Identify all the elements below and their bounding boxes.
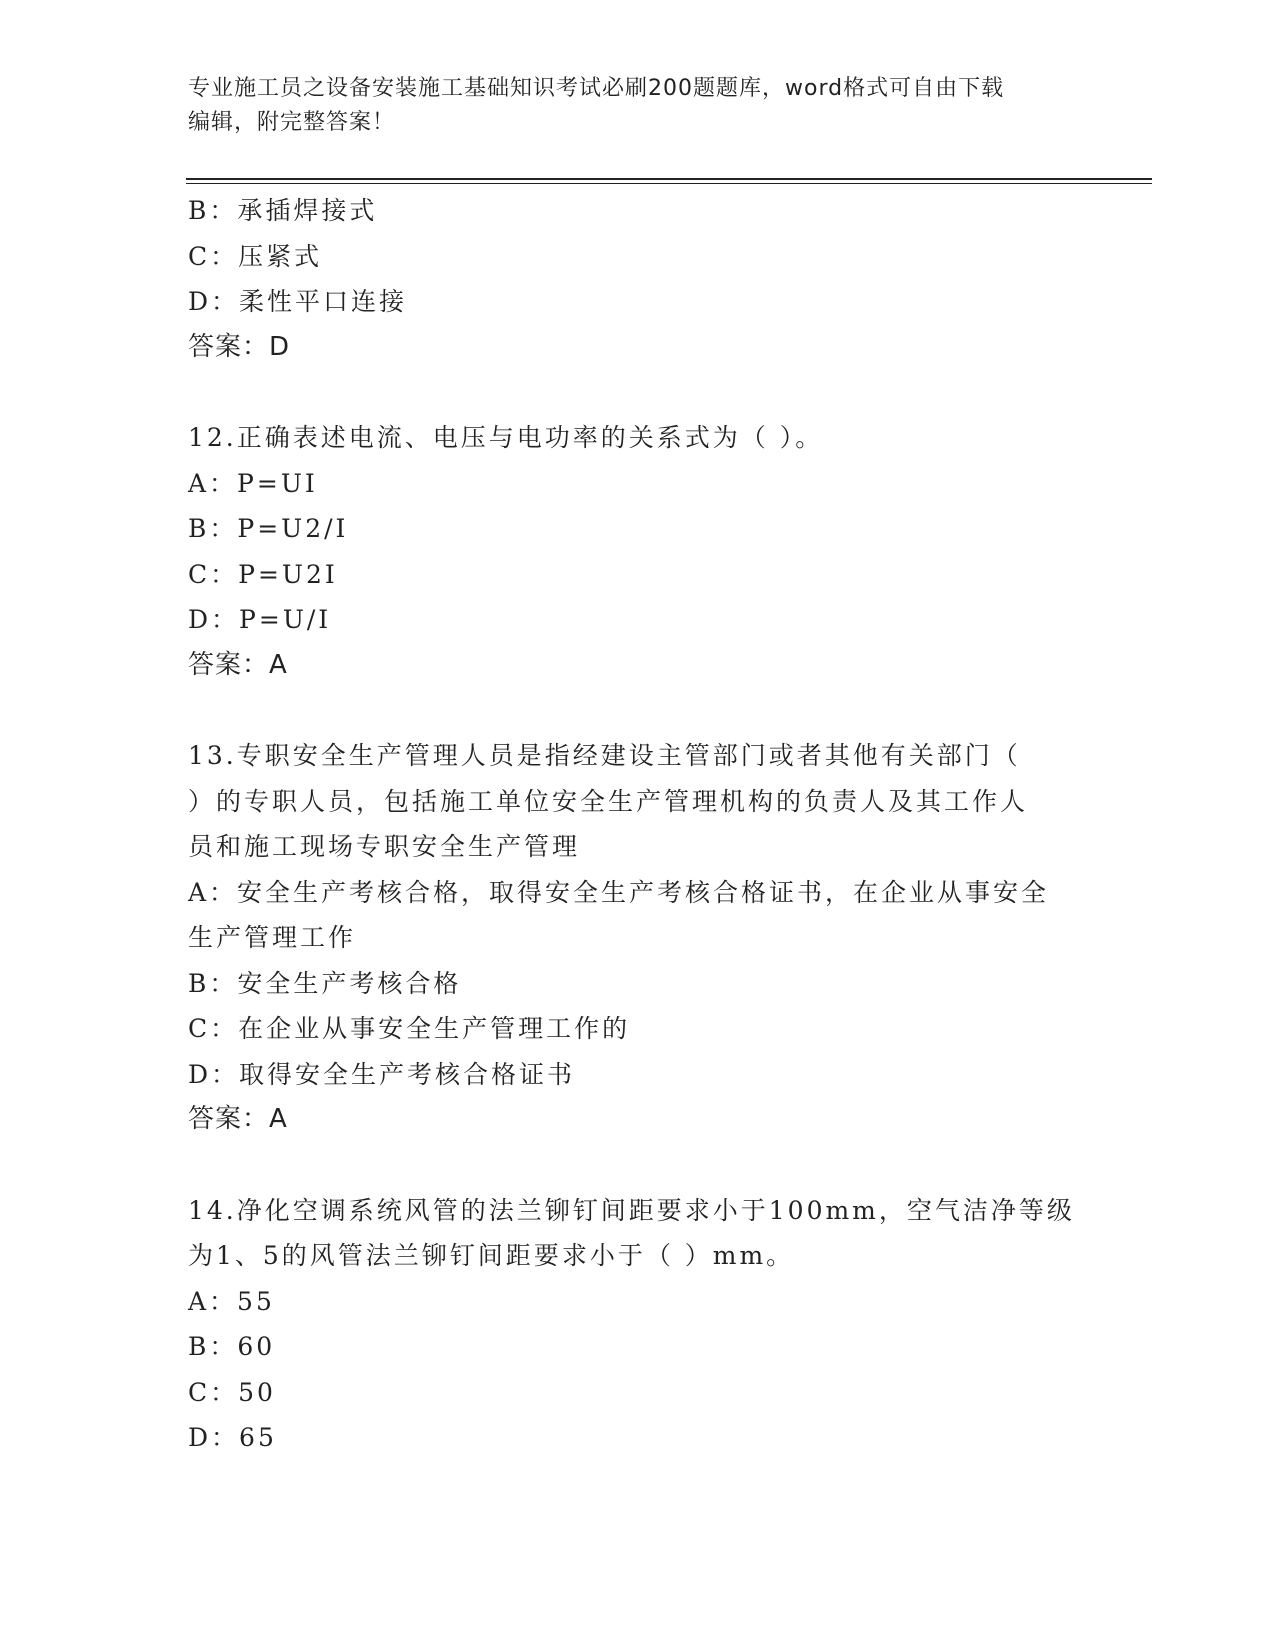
- option-a: A：55: [188, 1286, 275, 1316]
- question-12: [188, 415, 1088, 688]
- answer: 答案：A: [188, 1104, 288, 1134]
- question-14: [188, 1188, 1088, 1461]
- question-stem: 14.净化空调系统风管的法兰铆钉间距要求小于100mm，空气洁净等级: [188, 1195, 1075, 1225]
- header-line-1: 专业施工员之设备安装施工基础知识考试必刷200题题库，word格式可自由下载: [188, 76, 1005, 101]
- option-a: A：安全生产考核合格，取得安全生产考核合格证书，在企业从事安全: [188, 877, 1050, 907]
- answer: 答案：A: [188, 649, 288, 680]
- option-b: B：承插焊接式: [188, 196, 378, 225]
- question-11-tail: [188, 188, 1088, 370]
- question-stem: ）的专职人员，包括施工单位安全生产管理机构的负责人及其工作人: [188, 786, 1029, 816]
- question-stem: 员和施工现场专职安全生产管理: [188, 832, 581, 861]
- option-b: B：P=U2/I: [188, 514, 349, 543]
- document-header: [188, 72, 1078, 140]
- option-c: C：在企业从事安全生产管理工作的: [188, 1014, 631, 1043]
- option-c: C：50: [188, 1377, 276, 1407]
- header-rule-thin: [186, 183, 1152, 184]
- option-d: D：柔性平口连接: [188, 287, 408, 316]
- question-stem: 12.正确表述电流、电压与电功率的关系式为（ ）。: [188, 423, 824, 452]
- header-line-2: 编辑，附完整答案！: [188, 110, 396, 135]
- question-content: [188, 188, 1088, 1461]
- option-b: B：安全生产考核合格: [188, 968, 462, 998]
- question-stem: 13.专职安全生产管理人员是指经建设主管部门或者其他有关部门（: [188, 741, 1021, 770]
- option-d: D：65: [188, 1423, 277, 1452]
- header-rule-thick: [186, 178, 1152, 180]
- question-stem: 为1、5的风管法兰铆钉间距要求小于（ ）mm。: [188, 1241, 795, 1270]
- option-a: A：P=UI: [188, 468, 318, 498]
- option-b: B：60: [188, 1332, 276, 1361]
- option-d: D：取得安全生产考核合格证书: [188, 1059, 576, 1089]
- option-c: C：压紧式: [188, 241, 323, 271]
- option-c: C：P=U2I: [188, 559, 338, 589]
- answer: 答案：D: [188, 331, 291, 362]
- option-d: D：P=U/I: [188, 605, 332, 634]
- option-a-continued: 生产管理工作: [188, 923, 357, 952]
- question-13: [188, 733, 1088, 1143]
